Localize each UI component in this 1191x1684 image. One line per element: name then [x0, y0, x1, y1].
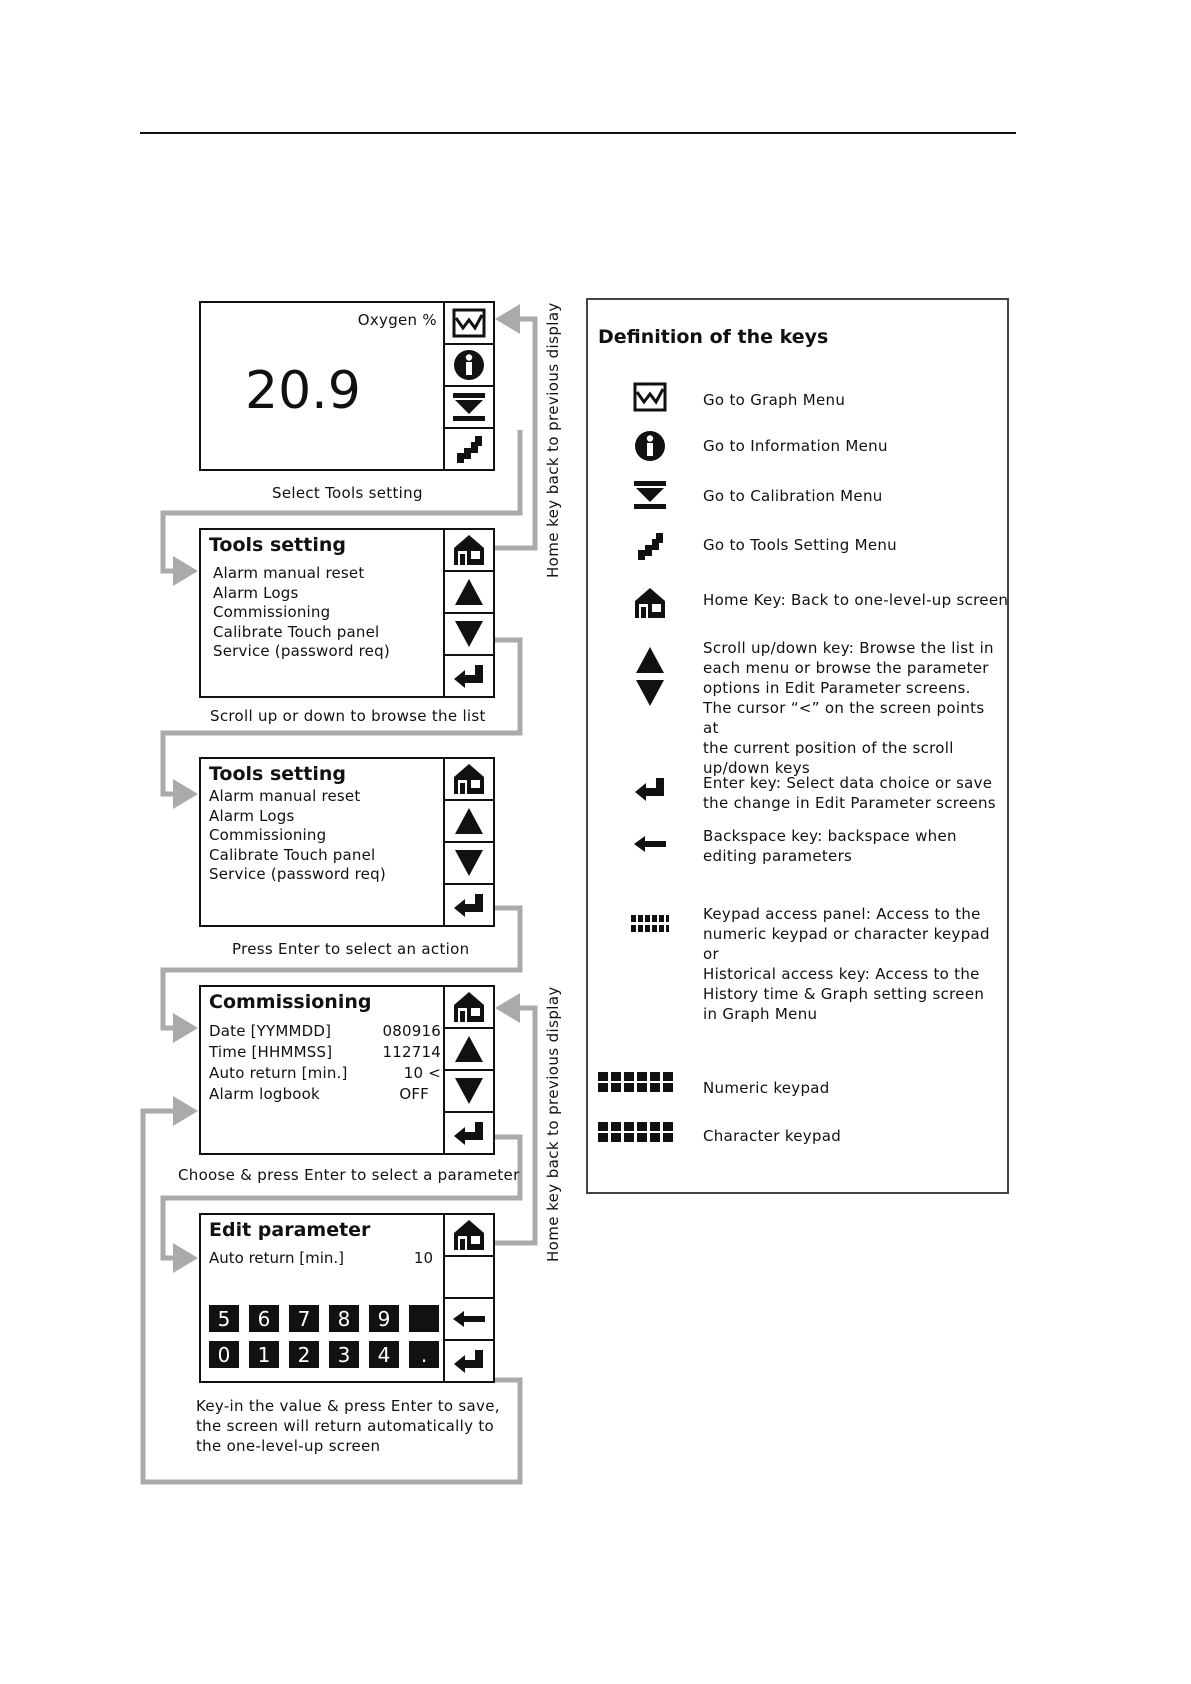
- legend-icon-slot: [618, 914, 682, 934]
- info-icon: [453, 349, 485, 381]
- backspace-icon: [452, 1309, 486, 1329]
- keypad-key[interactable]: 2: [289, 1341, 319, 1368]
- side-label-home-bottom: Home key back to previous display: [544, 986, 562, 1262]
- legend-text-calibration: [703, 486, 1003, 506]
- mini-key: [663, 1122, 673, 1131]
- measurement-value: 20.9: [245, 361, 361, 421]
- mini-key: [624, 1072, 634, 1081]
- legend-line: the change in Edit Parameter screens: [703, 794, 996, 812]
- caption-main: Select Tools setting: [272, 484, 423, 502]
- param-value: 10 <: [403, 1064, 441, 1082]
- param-label: Auto return [min.]: [209, 1064, 348, 1082]
- legend-line: options in Edit Parameter screens.: [703, 679, 971, 697]
- scroll-down-icon: [454, 849, 484, 877]
- legend-text-graph: [703, 390, 1003, 410]
- legend-icon-slot: [618, 834, 682, 854]
- legend-line: Backspace key: backspace when: [703, 827, 957, 845]
- param-value: 112714: [382, 1043, 441, 1061]
- keypad-key[interactable]: 5: [209, 1305, 239, 1332]
- legend-icon-slot: [618, 646, 682, 707]
- calibration-icon: [452, 392, 486, 422]
- legend-line: Character keypad: [703, 1127, 842, 1145]
- param-label: Date [YYMMDD]: [209, 1022, 332, 1040]
- keypad-access-icon: [630, 914, 670, 934]
- mini-key: [598, 1083, 608, 1092]
- main-display-area: [201, 303, 445, 469]
- caption-line: the one-level-up screen: [196, 1437, 381, 1455]
- mini-key: [624, 1083, 634, 1092]
- mini-key: [650, 1133, 660, 1142]
- menu-item[interactable]: Calibrate Touch panel: [213, 622, 380, 641]
- key-definitions-panel: [586, 298, 1009, 1194]
- commissioning-params: [209, 1021, 441, 1105]
- menu-item[interactable]: Commissioning: [209, 826, 327, 844]
- enter-key[interactable]: [445, 885, 493, 925]
- scroll-up-icon: [454, 807, 484, 835]
- legend-line: Scroll up/down key: Browse the list in: [703, 639, 994, 657]
- legend-icon-slot: [618, 530, 682, 562]
- mini-key: [611, 1072, 621, 1081]
- legend-text-keypad-access: [703, 904, 1003, 1024]
- scroll-down-key[interactable]: [445, 614, 493, 656]
- commissioning-key-column: [443, 987, 493, 1153]
- param-value[interactable]: 10: [413, 1249, 433, 1267]
- home-key[interactable]: [445, 1215, 493, 1257]
- measurement-label: Oxygen %: [357, 311, 437, 329]
- menu-item[interactable]: Commissioning: [213, 603, 331, 621]
- legend-line: or: [703, 945, 719, 963]
- graph-key[interactable]: [445, 303, 493, 345]
- param-label: Time [HHMMSS]: [209, 1043, 333, 1061]
- legend-line: numeric keypad or character keypad: [703, 925, 990, 943]
- edit-parameter-screen: [199, 1213, 495, 1383]
- scroll-up-key[interactable]: [445, 1029, 493, 1071]
- mini-key: [611, 1083, 621, 1092]
- legend-text-info: [703, 436, 1003, 456]
- scroll-down-icon: [454, 1077, 484, 1105]
- home-icon: [452, 762, 486, 796]
- menu-item[interactable]: Service (password req): [209, 865, 386, 883]
- keypad-key[interactable]: 9: [369, 1305, 399, 1332]
- tools-icon: [634, 530, 666, 562]
- mini-key: [650, 1083, 660, 1092]
- screen-title: Edit parameter: [209, 1219, 371, 1241]
- side-label-home-top: Home key back to previous display: [544, 302, 562, 578]
- caption-line: Key-in the value & press Enter to save,: [196, 1397, 500, 1415]
- mini-key: [598, 1072, 608, 1081]
- menu-item[interactable]: Alarm Logs: [213, 583, 299, 602]
- mini-key: [637, 1122, 647, 1131]
- screen-title: Tools setting: [209, 534, 346, 556]
- tools-key-column-1: [443, 530, 493, 696]
- legend-line: Keypad access panel: Access to the: [703, 905, 981, 923]
- param-row[interactable]: [209, 1042, 441, 1063]
- mini-key: [663, 1133, 673, 1142]
- enter-key[interactable]: [445, 1113, 493, 1153]
- enter-icon: [453, 663, 485, 689]
- enter-icon: [453, 1120, 485, 1146]
- caption-tools-1: Scroll up or down to browse the list: [210, 707, 486, 725]
- legend-line: editing parameters: [703, 847, 853, 865]
- legend-text-enter: [703, 773, 1003, 813]
- param-value: OFF: [399, 1085, 429, 1103]
- legend-icon-slot: [618, 430, 682, 462]
- mini-key: [650, 1072, 660, 1081]
- keypad-key[interactable]: 6: [249, 1305, 279, 1332]
- mini-key: [637, 1083, 647, 1092]
- param-label: Alarm logbook: [209, 1085, 320, 1103]
- legend-icon-slot: [618, 480, 682, 510]
- legend-text-scroll: [703, 638, 1003, 778]
- calibration-key[interactable]: [445, 387, 493, 429]
- param-row[interactable]: [209, 1084, 441, 1105]
- legend-line: History time & Graph setting screen: [703, 985, 985, 1003]
- edit-parameter-content: [201, 1215, 445, 1381]
- tools-menu-list-1: [213, 564, 390, 662]
- keypad-key[interactable]: 8: [329, 1305, 359, 1332]
- keypad-key[interactable]: 1: [249, 1341, 279, 1368]
- legend-line: up/down keys: [703, 759, 810, 777]
- home-key[interactable]: [445, 530, 493, 572]
- enter-icon: [453, 1348, 485, 1374]
- menu-item[interactable]: Alarm manual reset: [209, 787, 361, 805]
- legend-line: The cursor “<” on the screen points at: [703, 699, 985, 737]
- tools-setting-content-2: [201, 759, 445, 925]
- menu-item[interactable]: Alarm manual reset: [213, 564, 365, 582]
- graph-icon: [452, 308, 486, 338]
- tools-key-column-2: [443, 759, 493, 925]
- scroll-up-icon: [635, 646, 665, 674]
- legend-line: in Graph Menu: [703, 1005, 818, 1023]
- keypad-key[interactable]: 7: [289, 1305, 319, 1332]
- mini-key: [611, 1133, 621, 1142]
- legend-text-numeric-keypad: [703, 1078, 1003, 1098]
- mini-key: [624, 1122, 634, 1131]
- legend-line: Go to Information Menu: [703, 437, 888, 455]
- keypad-key[interactable]: 4: [369, 1341, 399, 1368]
- legend-icon-slot: [618, 586, 682, 620]
- numeric-keypad-icon: [598, 1072, 682, 1092]
- character-keypad-icon: [598, 1122, 682, 1142]
- legend-line: Home Key: Back to one-level-up screen: [703, 591, 1009, 609]
- blank-key: [445, 1257, 493, 1299]
- legend-icon-slot: [618, 776, 682, 802]
- calibration-icon: [633, 480, 667, 510]
- enter-key[interactable]: [445, 656, 493, 696]
- scroll-up-key[interactable]: [445, 572, 493, 614]
- param-label: Auto return [min.]: [209, 1249, 344, 1267]
- caption-line: the screen will return automatically to: [196, 1417, 494, 1435]
- commissioning-content: [201, 987, 445, 1153]
- enter-key[interactable]: [445, 1341, 493, 1381]
- legend-line: Go to Graph Menu: [703, 391, 846, 409]
- menu-item[interactable]: Calibrate Touch panel: [209, 845, 376, 864]
- mini-key: [598, 1122, 608, 1131]
- edit-param-row: [209, 1249, 433, 1267]
- edit-key-column: [443, 1215, 493, 1381]
- legend-text-tools: [703, 535, 1003, 555]
- tools-setting-content-1: [201, 530, 445, 696]
- keypad-key[interactable]: [409, 1305, 439, 1332]
- home-key[interactable]: [445, 759, 493, 801]
- mini-key: [663, 1072, 673, 1081]
- legend-line: Numeric keypad: [703, 1079, 830, 1097]
- caption-edit: [196, 1396, 500, 1456]
- mini-key: [611, 1122, 621, 1131]
- info-icon: [634, 430, 666, 462]
- legend-text-backspace: [703, 826, 1003, 866]
- param-value: 080916: [382, 1022, 441, 1040]
- screen-title: Commissioning: [209, 991, 372, 1013]
- legend-line: Go to Tools Setting Menu: [703, 536, 897, 554]
- tools-icon: [453, 433, 485, 465]
- main-display-screen: [199, 301, 495, 471]
- tools-menu-list-2: [209, 787, 386, 885]
- legend-line: each menu or browse the parameter: [703, 659, 989, 677]
- enter-icon: [634, 776, 666, 802]
- legend-line: Historical access key: Access to the: [703, 965, 980, 983]
- scroll-up-icon: [454, 1035, 484, 1063]
- tools-setting-screen-1: [199, 528, 495, 698]
- home-icon: [452, 990, 486, 1024]
- scroll-down-icon: [454, 620, 484, 648]
- keypad-key[interactable]: .: [409, 1341, 439, 1368]
- keypad-key[interactable]: 3: [329, 1341, 359, 1368]
- scroll-down-icon: [635, 679, 665, 707]
- mini-key: [637, 1072, 647, 1081]
- tools-setting-screen-2: [199, 757, 495, 927]
- tools-key[interactable]: [445, 429, 493, 469]
- enter-icon: [453, 892, 485, 918]
- screen-title: Tools setting: [209, 763, 346, 785]
- mini-key: [598, 1133, 608, 1142]
- scroll-up-key[interactable]: [445, 801, 493, 843]
- param-row[interactable]: [209, 1063, 441, 1084]
- main-key-column: [443, 303, 493, 469]
- home-icon: [452, 1218, 486, 1252]
- commissioning-screen: [199, 985, 495, 1155]
- legend-line: Enter key: Select data choice or save: [703, 774, 993, 792]
- mini-key: [624, 1133, 634, 1142]
- legend-icon-slot: [618, 382, 682, 412]
- mini-key: [650, 1122, 660, 1131]
- graph-icon: [633, 382, 667, 412]
- menu-item[interactable]: Alarm Logs: [209, 806, 295, 825]
- home-icon: [633, 586, 667, 620]
- legend-title: Definition of the keys: [598, 326, 829, 348]
- backspace-key[interactable]: [445, 1299, 493, 1341]
- scroll-up-icon: [454, 578, 484, 606]
- home-icon: [452, 533, 486, 567]
- scroll-down-key[interactable]: [445, 1071, 493, 1113]
- legend-line: the current position of the scroll: [703, 739, 954, 757]
- param-row[interactable]: [209, 1021, 441, 1042]
- legend-line: Go to Calibration Menu: [703, 487, 883, 505]
- mini-key: [663, 1083, 673, 1092]
- legend-text-home: [703, 590, 1013, 610]
- numeric-keypad: [209, 1305, 449, 1369]
- legend-text-character-keypad: [703, 1126, 1003, 1146]
- backspace-icon: [633, 834, 667, 854]
- mini-key: [637, 1133, 647, 1142]
- keypad-key[interactable]: 0: [209, 1341, 239, 1368]
- caption-tools-2: Press Enter to select an action: [232, 940, 470, 958]
- scroll-down-key[interactable]: [445, 843, 493, 885]
- home-key[interactable]: [445, 987, 493, 1029]
- info-key[interactable]: [445, 345, 493, 387]
- caption-commissioning: Choose & press Enter to select a parameter: [178, 1166, 520, 1184]
- menu-item[interactable]: Service (password req): [213, 642, 390, 660]
